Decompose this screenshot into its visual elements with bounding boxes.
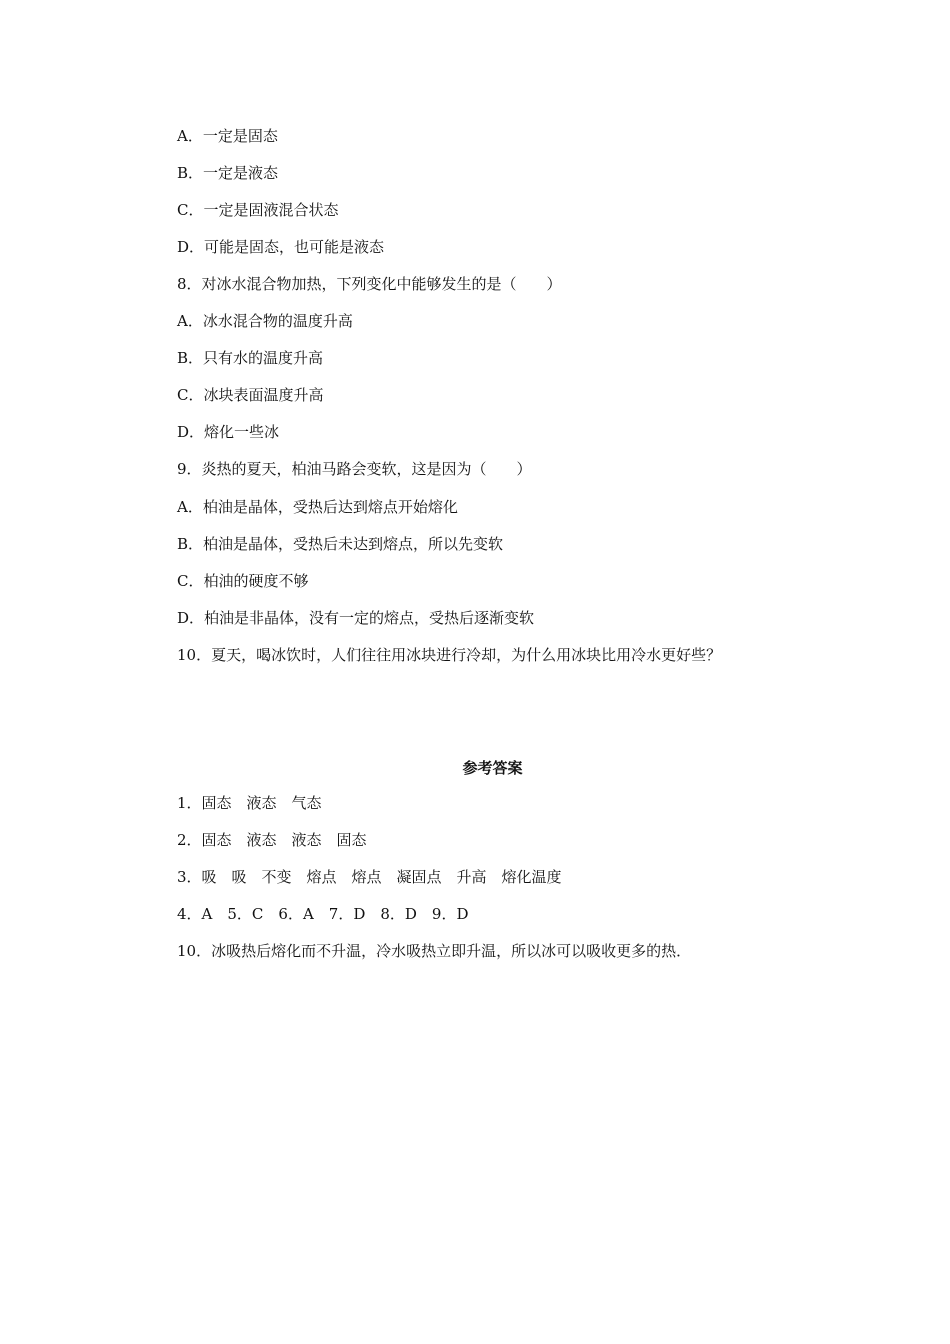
option-7d: D．可能是固态，也可能是液态 xyxy=(177,238,385,256)
question-8: 8．对冰水混合物加热，下列变化中能够发生的是（ ） xyxy=(177,275,562,293)
answer-1: 1．固态 液态 气态 xyxy=(177,794,322,812)
option-8d: D．熔化一些冰 xyxy=(177,423,280,441)
option-9b: B．柏油是晶体，受热后未达到熔点，所以先变软 xyxy=(177,535,504,553)
answers-title: 参考答案 xyxy=(462,759,523,777)
option-8c: C．冰块表面温度升高 xyxy=(177,386,324,404)
question-9: 9．炎热的夏天，柏油马路会变软，这是因为（ ） xyxy=(177,460,532,478)
question-10: 10．夏天，喝冰饮时，人们往往用冰块进行冷却，为什么用冰块比用冷水更好些？ xyxy=(177,646,722,664)
option-9d: D．柏油是非晶体，没有一定的熔点，受热后逐渐变软 xyxy=(177,609,535,627)
answer-3: 3．吸 吸 不变 熔点 熔点 凝固点 升高 熔化温度 xyxy=(177,868,562,886)
answer-4-9: 4．A 5．C 6．A 7．D 8．D 9．D xyxy=(177,905,469,923)
option-8b: B．只有水的温度升高 xyxy=(177,349,324,367)
answer-2: 2．固态 液态 液态 固态 xyxy=(177,831,367,849)
option-7a: A．一定是固态 xyxy=(177,127,278,145)
option-7b: B．一定是液态 xyxy=(177,164,279,182)
option-8a: A．冰水混合物的温度升高 xyxy=(177,312,353,330)
option-7c: C．一定是固液混合状态 xyxy=(177,201,339,219)
answer-10: 10．冰吸热后熔化而不升温，冷水吸热立即升温，所以冰可以吸收更多的热． xyxy=(177,942,692,960)
option-9a: A．柏油是晶体，受热后达到熔点开始熔化 xyxy=(177,498,458,516)
option-9c: C．柏油的硬度不够 xyxy=(177,572,309,590)
